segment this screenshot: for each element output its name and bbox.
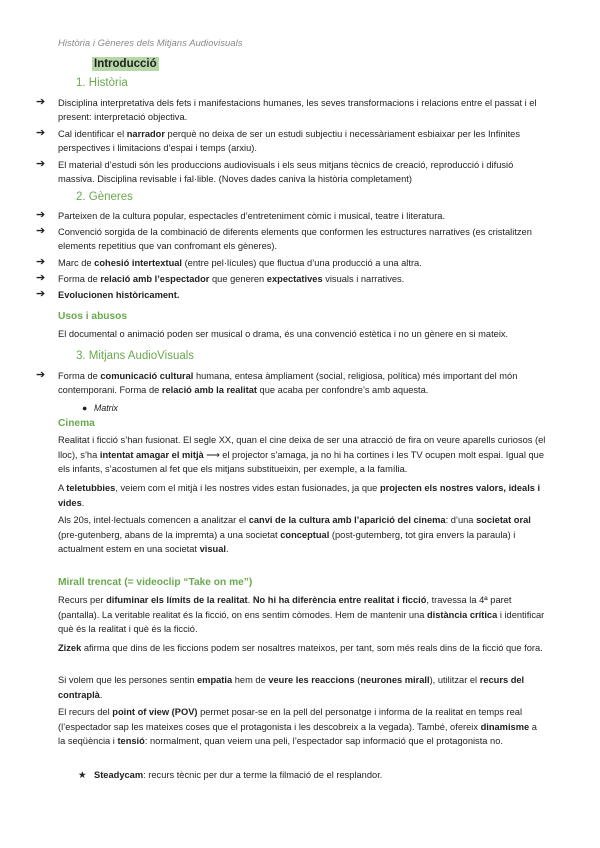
bullet-generes-2: ➔ Convenció sorgida de la combinació de diferents elements que conformen les estructures narratives (es cristalitzen elements repetitius que van confromant els gèneres). — [36, 225, 532, 252]
heading-mirall-trencat: Mirall trencat (= videoclip “Take on me”) — [58, 577, 253, 588]
paragraph-cinema-1: Realitat i ficció s’han fusionat. El segle XX, quan el cine deixa de ser una atracció de fira on veure aparells curiosos (el lloc), s’ha intentat amagar el mitjà ⟶ el projector s’amaga, ja no hi ha cortines i les TV ocupen molt espai. Igual que els infants, s’acostumen al fet que els mitjans substitueixin, per exemple, a la família. — [58, 435, 546, 475]
bullet-generes-3: ➔ Marc de cohesió intertextual (entre pel·lícules) que fluctua d’una producció a una altra. — [36, 256, 422, 268]
page-title: Introducció — [94, 58, 157, 70]
arrow-icon: ➔ — [36, 369, 46, 381]
arrow-icon: ➔ — [36, 127, 46, 139]
heading-mitjans: 3. Mitjans AudioVisuals — [76, 350, 195, 362]
paragraph-mirall-4: El recurs del point of view (POV) permet posar-se en la pell del personatge i informa de la realitat en temps real (l’espectador sap les mateixes coses que el protagonista i les descobreix a la vegada). També, ofereix dinamisme a la seqüència i tensió: normalment, quan veiem una peli, l’espectador sap informació que el protagonista no. — [58, 707, 537, 747]
paragraph-mirall-3: Si volem que les persones sentin empatia hem de veure les reaccions (neurones mirall), utilitzar el recurs del contraplà. — [58, 675, 525, 700]
bullet-mitjans-1: ➔ Forma de comunicació cultural humana, entesa àmpliament (social, religiosa, política) més important del món contemporani. Forma de relació amb la realitat que acaba per confondre’s amb aquesta. — [36, 369, 518, 396]
bullet-generes-1: ➔ Parteixen de la cultura popular, espectacles d’entreteniment còmic i musical, teatre i literatura. — [36, 209, 446, 221]
arrow-icon: ➔ — [36, 225, 46, 237]
sub-bullet-matrix: ● Matrix — [82, 403, 118, 413]
arrow-icon: ➔ — [36, 256, 46, 268]
arrow-icon: ➔ — [36, 96, 46, 108]
bullet-generes-5: ➔ Evolucionen històricament. — [36, 288, 180, 300]
arrow-icon: ➔ — [36, 272, 46, 284]
arrow-icon: ➔ — [36, 209, 46, 221]
heading-cinema: Cinema — [58, 418, 95, 429]
paragraph-usos-abusos: El documental o animació poden ser musical o drama, és una convenció estètica i no un gènere en si mateix. — [58, 329, 509, 339]
paragraph-cinema-3: Als 20s, intel·lectuals comencen a analitzar el canvi de la cultura amb l’aparició del cinema: d’una societat oral (pre-gutenberg, abans de la impremta) a una societat conceptual (post-gutemberg, tot gira envers la paraula) i actualment estem en una societat visual. — [58, 515, 531, 555]
bullet-dot-icon: ● — [82, 403, 88, 413]
bullet-generes-4: ➔ Forma de relació amb l’espectador que generen expectatives visuals i narratives. — [36, 272, 405, 284]
heading-historia: 1. Història — [76, 77, 128, 89]
arrow-icon: ➔ — [36, 158, 46, 170]
bullet-historia-3: ➔ El material d’estudi són les produccions audiovisuals i els seus mitjans tècnics de creació, reproducció i difusió massiva. Disciplina revisable i fal·lible. (Noves dades caniva la història completament) — [36, 158, 514, 185]
paragraph-mirall-2: Zizek afirma que dins de les ficcions podem ser nosaltres mateixos, per tant, som més reals dins de la ficció que fora. — [58, 643, 543, 653]
paragraph-mirall-1: Recurs per difuminar els límits de la realitat. No hi ha diferència entre realitat i ficció, travessa la 4ª paret (pantalla). La veritable realitat és la ficció, on ens sentim còmodes. Hem de mantenir una distància crítica i identificar què és la realitat i què és la ficció. — [58, 595, 545, 635]
bullet-historia-1: ➔ Disciplina interpretativa dels fets i manifestacions humanes, les seves transformacions i relacions entre el passat i el present: interpretació objectiva. — [36, 96, 537, 123]
heading-usos-abusos: Usos i abusos — [58, 311, 128, 322]
document-header: Història i Gèneres dels Mitjans Audiovisuals — [58, 38, 243, 49]
heading-generes: 2. Gèneres — [76, 191, 133, 203]
paragraph-cinema-2: A teletubbies, veiem com el mitjà i les nostres vides estan fusionades, ja que projecten els nostres valors, ideals i vides. — [58, 483, 541, 508]
arrow-icon: ➔ — [36, 288, 46, 300]
star-bullet-steadycam: ★ Steadycam: recurs tècnic per dur a terme la filmació de el resplandor. — [78, 770, 383, 780]
star-icon: ★ — [78, 770, 87, 780]
bullet-historia-2: ➔ Cal identificar el narrador perquè no deixa de ser un estudi subjectiu i necessàriament esbiaixar per les Infinites perspectives i limitacions d’espai i temps (arxiu). — [36, 127, 521, 154]
